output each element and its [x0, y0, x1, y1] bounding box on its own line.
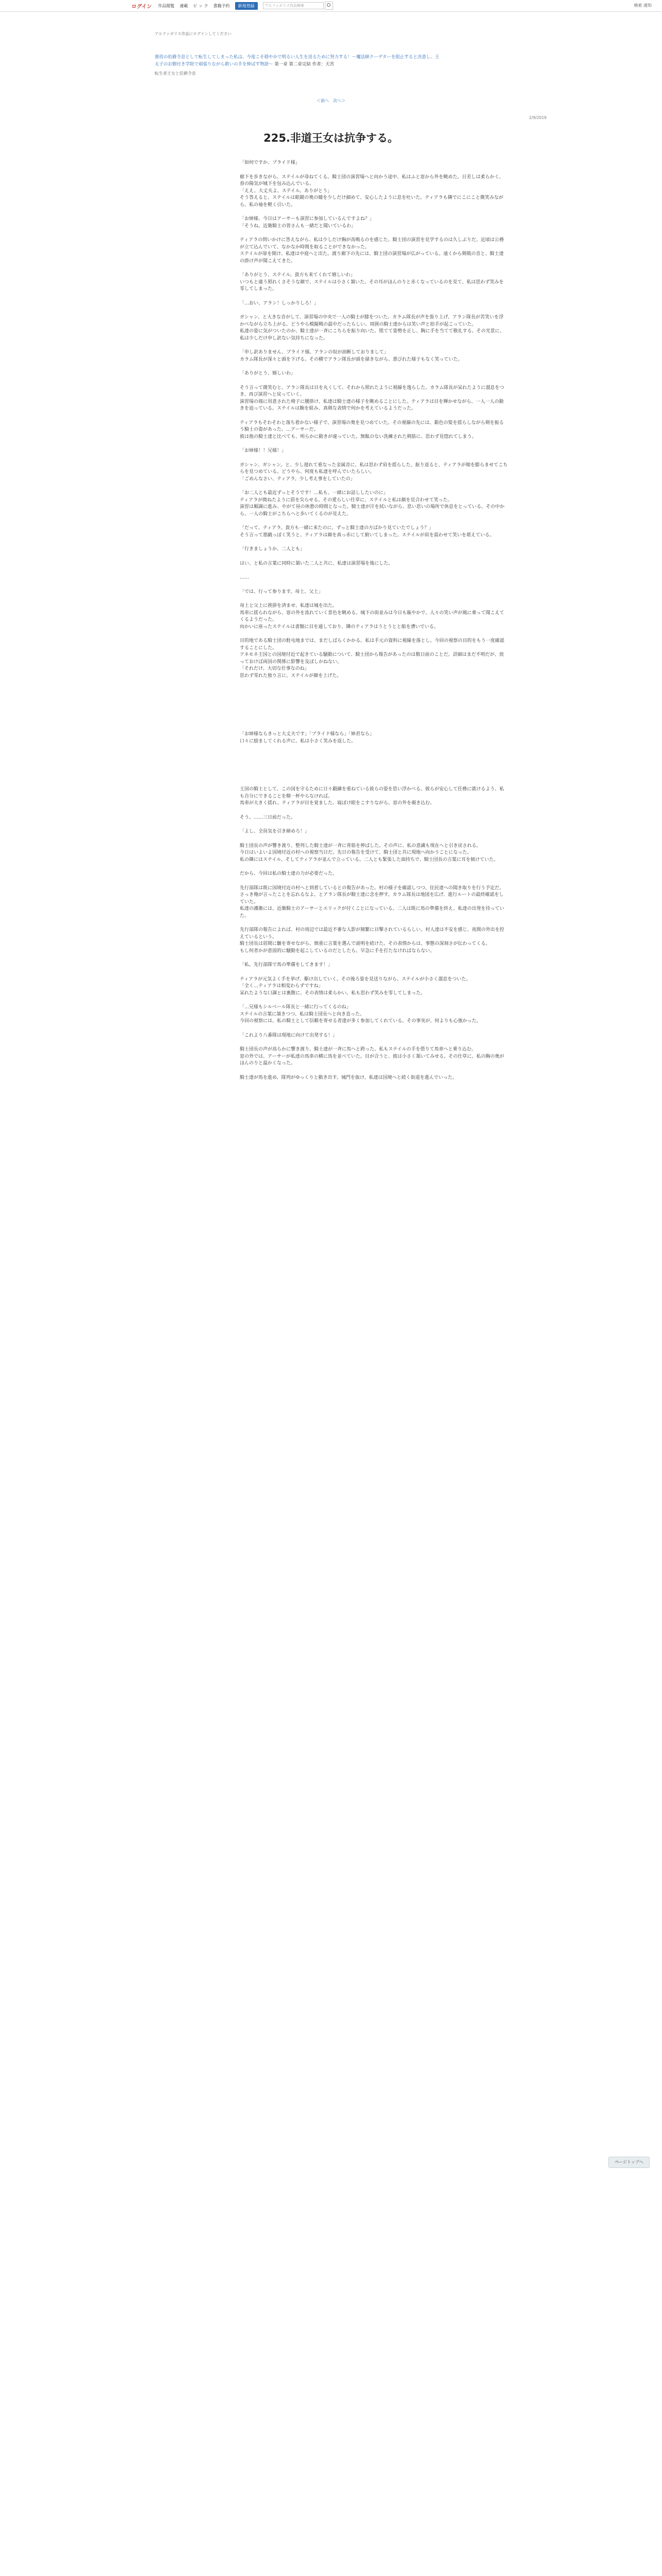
body-paragraph: 「お姉様！！兄様！」 [240, 448, 287, 453]
episode-pager[interactable]: ＜前へ 次へ＞ [317, 98, 345, 103]
body-paragraph: 「ありがとう、嬉しいわ」 [240, 371, 296, 376]
novel-title-link[interactable]: 悪役の伯爵令息として転生してしまった私は、今度こそ穏やかで明るい人生を送るために努力する！〜魔法師クーデターを阻止すると決意し、王太子のお側付き学院で頑張りながら救いの手を伸ばす物語〜 [155, 55, 440, 67]
body-paragraph: 「では、行って参ります。母上、父上」 [240, 589, 323, 595]
body-paragraph: 騎士団長の声が響き渡り、整列した騎士達が一斉に背筋を伸ばした。その声に、私の意識も現在へと引き戻される。 今日はいよいよ国境付近の村への視察当日だ。先日の報告を受けて、騎士団と共に現地へ向かうことになった。 私の隣にはステイル、そしてティアラが並んで立っている。二人とも緊張した面持ちで、騎士団長の言葉に耳を傾けていた。 [240, 843, 499, 862]
body-paragraph: そう言って微笑むと、アラン隊長は目を丸くして、それから照れたように視線を逸らした。カラム隊長が呆れたように溜息をつき、再び演習へと戻っていく。 演習場の端に用意された椅子に腰掛け、私達は騎士達の様子を眺めることにした。ティアラは目を輝かせながら、一人一人の動きを追っている。ステイルは腕を組み、真剣な表情で何かを考えているようだった。 [240, 385, 504, 411]
nav-link-preorder[interactable]: 書籍予約 [213, 3, 230, 8]
body-paragraph: だから、今回は私の騎士達の力が必要だった。 [240, 871, 338, 876]
novel-author[interactable]: 作者：天宮 [312, 62, 335, 67]
nav-link-pick[interactable]: ピ ッ ク [193, 3, 208, 8]
novel-subtitle: 第一章 第二章完結 [274, 62, 311, 67]
nav-link-serial[interactable]: 連載 [179, 3, 188, 8]
body-paragraph: ティアラの問いかけに答えながら、私は少しだけ胸が高鳴るのを感じた。騎士団の演習を見学するのは久しぶりだ。近頃は公務が立て込んでいて、なかなか時間を取ることができなかった。 ステイルが扉を開け、私達は中庭へと出た。渡り廊下の先には、騎士団の演習場が広がっている。遠くから剣戟の音と、騎士達の掛け声が聞こえてきた。 [240, 238, 504, 264]
search-icon[interactable] [325, 2, 333, 10]
body-paragraph: 王国の騎士として、この国を守るために日々鍛錬を重ねている彼らの姿を思い浮かべる。彼らが安心して任務に就けるよう、私も自分にできることを精一杯やらなければ。 馬車が大きく揺れ、ティアラが目を覚ました。寝ぼけ眼をこすりながら、窓の外を覗き込む。 [240, 787, 504, 806]
body-paragraph: 「これより八番隊は現地に向けて出発する！」 [240, 1032, 338, 1038]
top-nav-items [131, 0, 333, 11]
body-paragraph: 騎士団長の声が高らかに響き渡り、騎士達が一斉に馬へと跨った。私もステイルの手を借りて馬車へと乗り込む。 窓の外では、アーサーが私達の馬車の横に馬を並べていた。目が合うと、彼は小さく頷いてみせる。その仕草に、私の胸の奥がほんのりと温かくなった。 [240, 1047, 504, 1066]
body-paragraph: 「行きましょうか、二人とも」 [240, 547, 305, 552]
login-notice-text: アルファポリス作品にログインしてください [155, 31, 232, 36]
novel-series-label: 転生者王女と伯爵令息 [155, 71, 196, 76]
body-paragraph: 「ありがとう、ステイル。貴方も来てくれて嬉しいわ」 いつもと違う照れくさそうな顔で、ステイルは小さく頷いた。その耳がほんのりと赤くなっているのを見て、私は思わず笑みを零してしまった。 [240, 273, 504, 292]
body-paragraph: 先行部隊は既に国境付近の村へと到着しているとの報告があった。村の様子を確認しつつ、住民達への聞き取りを行う予定だ。 さっき俺が言ったことを忘れるなよ、とアラン隊長が騎士達に念を押す。カラム隊長は地図を広げ、進行ルートの最終確認をしていた。 私達の護衛には、近衛騎士のアーサーとエリックが付くことになっている。二人は既に馬の準備を終え、私達の出発を待っていた。 [240, 885, 504, 919]
register-button[interactable]: 新規登録 [235, 2, 258, 10]
body-paragraph: 「お二人とも最近ずっとそうです！…私も、一緒にお話ししたいのに」 ティアラが拗ねたように唇を尖らせる。その愛らしい仕草に、ステイルと私は顔を見合わせて笑った。 演習は順調に進み、やがて昼の休憩の時間となった。騎士達が汗を拭いながら、思い思いの場所で休息をとっている。その中から、一人の騎士がこちらへと歩いてくるのが見えた。 [240, 490, 505, 517]
body-paragraph: …… [240, 575, 249, 580]
body-paragraph: 「お姉様ならきっと大丈夫です」「プライド様なら」「姉君なら」 口々に励ましてくれる声に、私は小さく笑みを返した。 [240, 732, 374, 744]
body-paragraph: 「如何ですか、プライド様」 [240, 160, 300, 165]
body-paragraph: 「…兄様もシルベール隊長と一緒に行ってくるのね」 ステイルの言葉に頷きつつ、私は騎士団長へと向き直った。 今回の視察には、私の騎士として信頼を寄せる者達が多く参加してくれている。その事実が、何よりも心強かった。 [240, 1005, 482, 1024]
login-link[interactable]: ログイン [131, 4, 152, 10]
body-paragraph: ティアラもそわそわと落ち着かない様子で、演習場の奥を見つめていた。その視線の先には、銀色の髪を揺らしながら剣を振るう騎士の姿があった。…アーサーだ。 彼は他の騎士達と比べても、明らかに動きが違っていた。無駄のない洗練された剣筋に、思わず見惚れてしまう。 [240, 420, 504, 439]
body-paragraph: 「申し訳ありません、プライド様。アランの奴が油断しておりまして」 カラム隊長が深々と頭を下げる。その横でアラン隊長が頭を掻きながら、悪びれた様子もなく笑っていた。 [240, 350, 462, 362]
nav-link-browse[interactable]: 作品閲覧 [158, 3, 175, 8]
body-paragraph: 目的地である騎士団の駐屯地までは、まだしばらくかかる。私は手元の資料に視線を落とし、今回の視察の目的をもう一度確認することにした。 アネモネ王国との国境付近で起きている騒動について、騎士団から報告があったのは数日前のことだ。詳細はまだ不明だが、放っておけば両国の関係に影響を及ぼしかねない。 「それだけ、大切な仕事なのね」 思わず零れた独り言に、ステイルが顔を上げた。 [240, 638, 505, 679]
body-paragraph: 「私、先行部隊で馬の準備をしてきます！」 [240, 962, 333, 968]
body-paragraph: ガシャン、ガシャン。と、少し遅れて重なった金属音に、私は思わず肩を揺らした。振り返ると、ティアラが頬を膨らませてこちらを見つめている。どうやら、何度も私達を呼んでいたらしい。 「ごめんなさい、ティアラ。少し考え事をしていたの」 [240, 462, 508, 482]
body-paragraph: 「…おい、アラン！しっかりしろ！」 [240, 300, 319, 306]
body-paragraph: 「だって、ティアラ。貴方も一緒に来たのに、ずっと騎士達の方ばかり見ていたでしょう？」 そう言って悪戯っぽく笑うと、ティアラは顔を真っ赤にして俯いてしまった。ステイルが肩を震わせて笑いを堪えている。 [240, 526, 494, 538]
body-paragraph: 母上と父上に挨拶を済ませ、私達は城を出た。 馬車に揺られながら、窓の外を流れていく景色を眺める。城下の街並みは今日も賑やかで、人々の笑い声が風に乗って聞こえてくるようだった。 向かいに座ったステイルは書類に目を通しており、隣のティアラはうとうとと船を漕いでいる。 [240, 603, 504, 630]
body-paragraph: はい、と私の言葉に同時に頷いた二人と共に、私達は演習場を後にした。 [240, 561, 393, 566]
page-top-button[interactable]: ページトップへ [608, 2157, 650, 2168]
novel-header [155, 54, 443, 68]
body-paragraph: 「よし、全員気を引き締めろ！」 [240, 829, 310, 834]
episode-title: 225.非道王女は抗争する。 [263, 132, 399, 144]
body-paragraph: ガシャン、と大きな音がして、演習場の中央で一人の騎士が膝をついた。カラム隊長が声を張り上げ、アラン隊長が苦笑いを浮かべながら立ち上がる。どうやら模擬戦の最中だったらしい。周囲の騎士達からは笑い声と拍手が起こっていた。 私達の姿に気がついたのか、騎士達が一斉にこちらを振り向いた。慌てて姿勢を正し、胸に手を当てて敬礼する。その光景に、私は少しだけ申し訳ない気持ちになった。 [240, 315, 505, 341]
body-paragraph: 騎士達が馬を進め、隊列がゆっくりと動き出す。城門を抜け、私達は国境へと続く街道を進んでいった。 [240, 1075, 457, 1080]
episode-body [240, 152, 508, 1081]
login-notice [155, 31, 231, 37]
search-input[interactable]: アルファポリス作品検索 [263, 2, 324, 9]
top-navigation-bar [0, 0, 662, 12]
body-paragraph: 「お姉様、今日はアーサーも演習に参加しているんですよね？」 「そうね。近衛騎士の皆さんも一緒だと聞いているわ」 [240, 216, 374, 229]
header-right-menu[interactable]: 検索 通知 [634, 3, 652, 8]
publish-date: 2/9/2019 [529, 115, 547, 120]
body-paragraph: ティアラが元気よく手を挙げ、駆け出していく。その後ろ姿を見送りながら、ステイルが小さく溜息をついた。 「全く…ティアラは相変わらずですね」 呆れたような口調とは裏腹に、その表情は柔らかい。私も思わず笑みを零してしまった。 [240, 976, 471, 996]
body-paragraph: 先行部隊の報告によれば、村の周辺では最近不審な人影が頻繁に目撃されているらしい。村人達は不安を感じ、夜間の外出を控えているという。 騎士団長は眉間に皺を寄せながら、慎重に言葉を選んで説明を続けた。その表情からは、事態の深刻さが伝わってくる。 もし何者かが意図的に騒動を起こしているのだとしたら、早急に手を打たなければならない。 [240, 927, 505, 954]
body-paragraph: 廊下を歩きながら、ステイルが尋ねてくる。騎士団の演習場へと向かう途中、私はふと窓から外を眺めた。日差しは柔らかく、春の陽気が城下を包み込んでいる。 「ええ。大丈夫よ、ステイル。ありがとう」 そう答えると、ステイルは眼鏡の奥の瞳を少しだけ細めて、安心したように息を吐いた。ティアラも隣でにこにこと微笑みながら、私の袖を軽く引いた。 [240, 174, 504, 208]
body-paragraph: そう。……三日前だった。 [240, 815, 296, 820]
